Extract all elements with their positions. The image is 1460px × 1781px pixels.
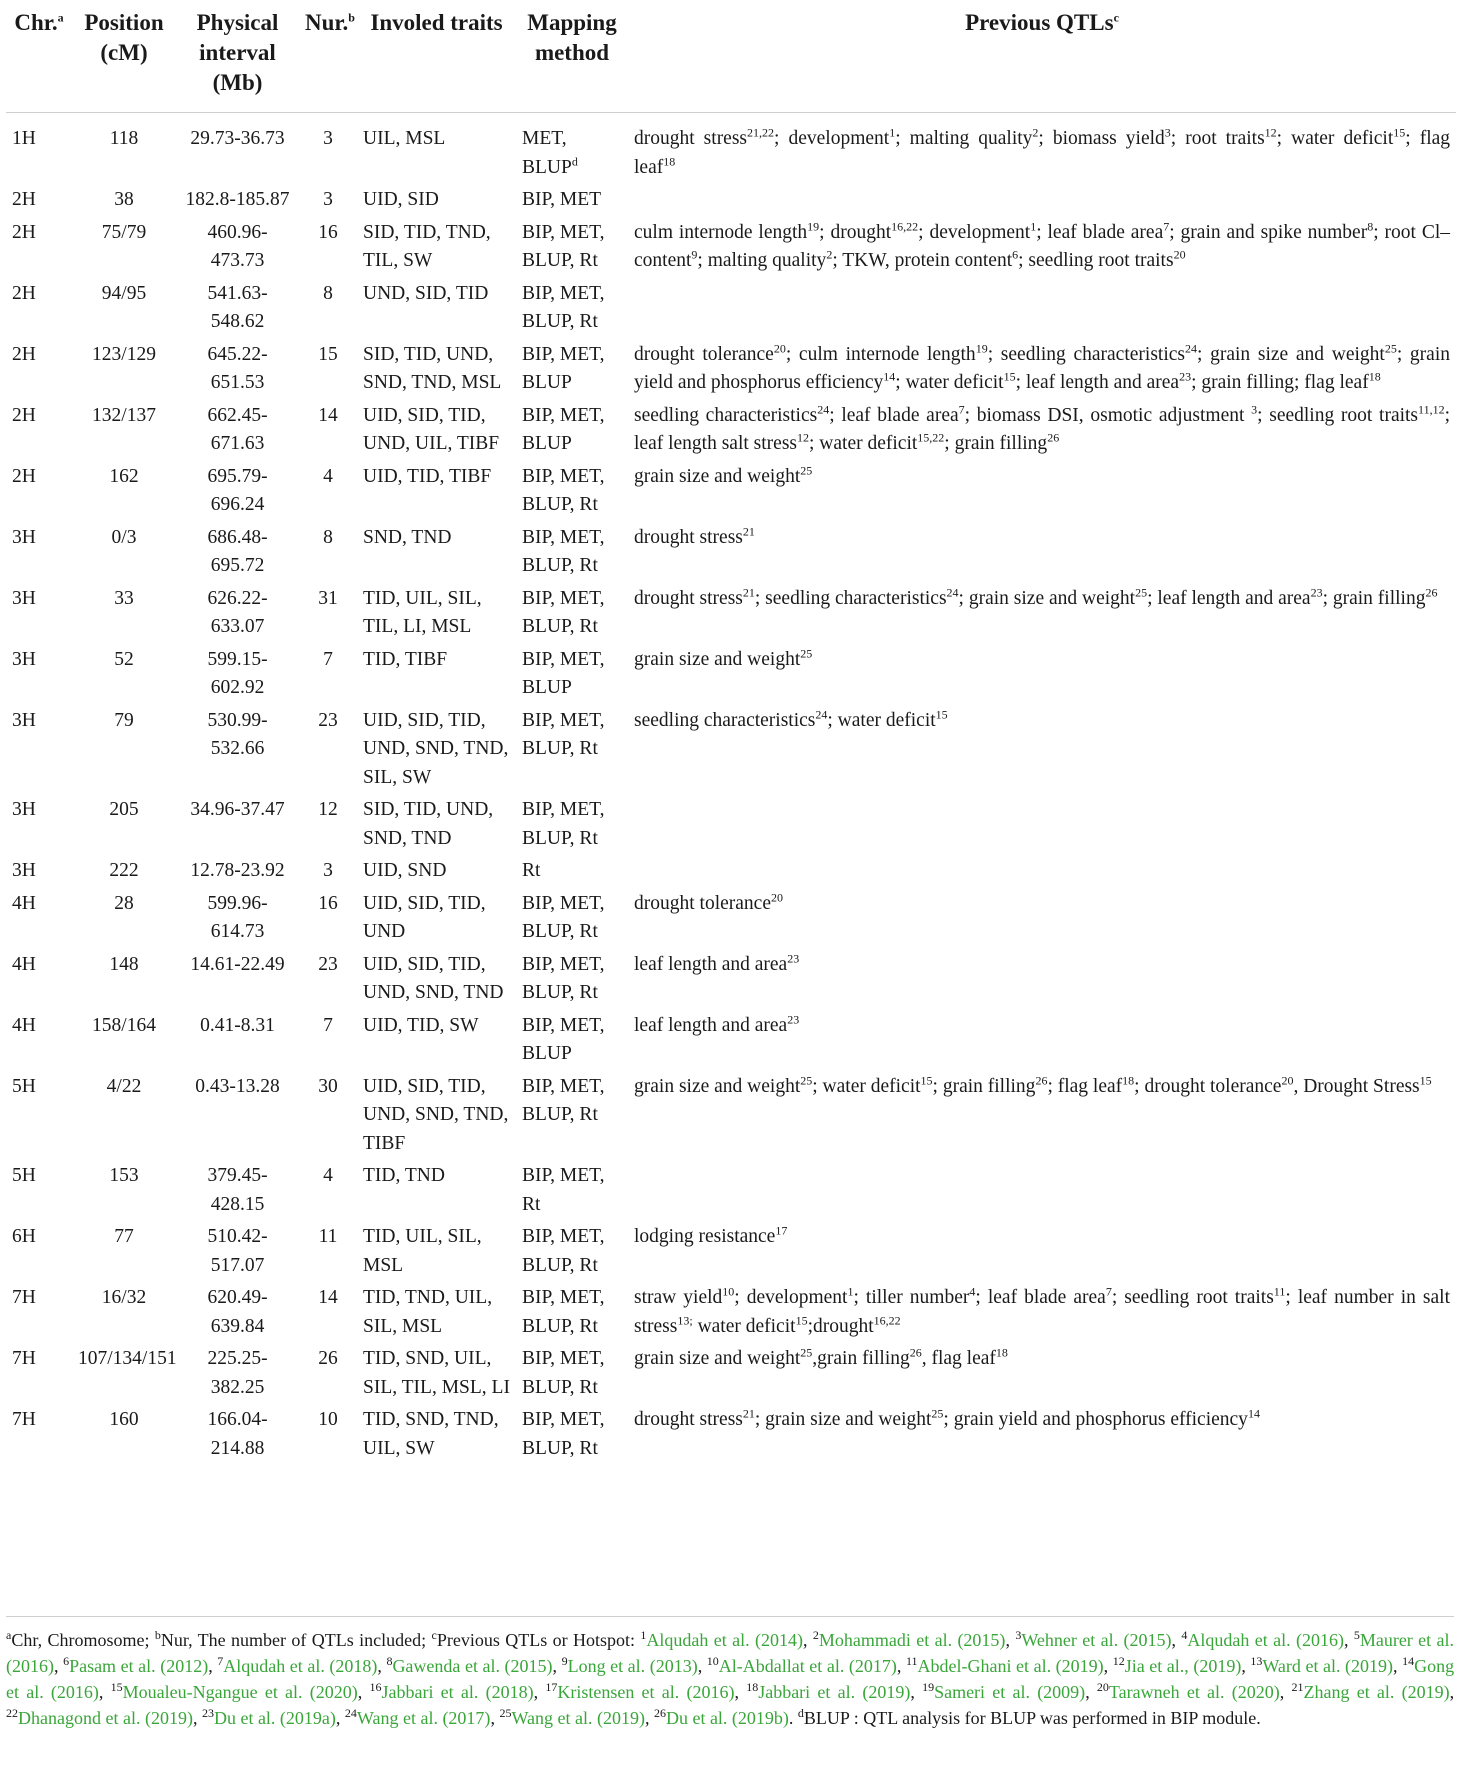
cell-physical-interval: 695.79-696.24 [207, 465, 268, 515]
table-row [6, 1282, 1456, 1343]
footnote-marker: 12 [1112, 1654, 1125, 1668]
cell-chr: 4H [12, 1014, 36, 1036]
cell-traits: UID, SND [363, 860, 447, 881]
cell-physical-interval: 166.04-214.88 [207, 1409, 268, 1459]
cell-nur: 16 [318, 221, 338, 243]
footnote-text: Chr, Chromosome; [11, 1630, 155, 1650]
footnote-marker: 20 [1096, 1680, 1109, 1694]
cell-chr: 7H [12, 1409, 36, 1430]
header-nur: Nur.$^b$ [299, 0, 357, 113]
cell-chr: 2H [12, 343, 36, 365]
footnote-text: BLUP : QTL analysis for BLUP was performed in BIP module. [803, 1708, 1261, 1728]
cell-previous-qtls: grain size and weight$^{25}$ [634, 646, 813, 670]
cell-previous-qtls: leaf length and area$^{23}$ [634, 1012, 800, 1036]
cell-mapping-method: BIP, MET, BLUP, Rt [522, 526, 605, 576]
cell-previous-qtls: drought tolerance$^{20}$ [634, 890, 783, 914]
footnote-marker: 15 [110, 1680, 123, 1694]
citation-link[interactable]: Maurer et al. (2016) [6, 1630, 1455, 1676]
table-row [6, 522, 1456, 583]
footnote-marker: 13 [1250, 1654, 1263, 1668]
cell-position: 28 [114, 892, 134, 914]
table-row [6, 113, 1456, 185]
table-row [6, 1343, 1456, 1404]
cell-traits: TID, SND, TND, UIL, SW [363, 1409, 499, 1459]
cell-nur: 7 [323, 648, 333, 670]
cell-previous-qtls: drought stress$^{21,22}$; development$^1$; malting quality$^2$; biomass yield$^3$; root traits$^{12}$; water deficit$^{15}$; flag leaf$^{18}$ [634, 125, 1451, 178]
cell-physical-interval: 14.61-22.49 [190, 953, 285, 975]
footnote-marker: 7 [217, 1654, 224, 1668]
cell-physical-interval: 686.48-695.72 [207, 526, 268, 576]
footnote-marker: 4 [1181, 1628, 1188, 1642]
qtl-table [6, 0, 1456, 1465]
table-row [6, 705, 1456, 795]
footnote-marker: 10 [706, 1654, 719, 1668]
cell-position: 16/32 [101, 1287, 147, 1308]
footnote-text: , [1393, 1656, 1403, 1676]
table-row [6, 1160, 1456, 1221]
cell-nur: 11 [318, 1226, 338, 1247]
footnote-text: , [1449, 1682, 1455, 1702]
cell-traits: SND, TND [363, 526, 452, 548]
cell-mapping-method: MET, BLUP$^d$ [522, 128, 578, 178]
footnote-text: , [1005, 1630, 1016, 1650]
table-row [6, 888, 1456, 949]
citation-link[interactable]: Zhang et al. (2019) [1303, 1682, 1450, 1702]
cell-chr: 2H [12, 404, 36, 426]
footnote-marker: 26 [653, 1706, 666, 1720]
footnote-text: Nur, The number of QTLs included; [160, 1630, 432, 1650]
footnote-text: , [1343, 1630, 1354, 1650]
cell-mapping-method: BIP, MET, BLUP, Rt [522, 1226, 605, 1276]
table-row [6, 794, 1456, 855]
table-body [6, 113, 1456, 1466]
footnote-marker: 1 [640, 1628, 647, 1642]
footnote-text: , [697, 1656, 707, 1676]
citation-link[interactable]: Wang et al. (2019) [511, 1708, 645, 1728]
cell-traits: UID, SID, TID, UND [363, 892, 486, 942]
cell-nur: 15 [318, 343, 338, 365]
cell-physical-interval: 0.41-8.31 [200, 1014, 275, 1036]
cell-previous-qtls: lodging resistance$^{17}$ [634, 1223, 788, 1247]
footnote-text: Previous QTLs or Hotspot: [436, 1630, 641, 1650]
footnote-marker: 6 [63, 1654, 70, 1668]
cell-position: 77 [114, 1226, 134, 1247]
cell-nur: 14 [318, 404, 338, 426]
cell-nur: 16 [318, 892, 338, 914]
cell-position: 33 [114, 587, 134, 609]
cell-mapping-method: BIP, MET, BLUP [522, 648, 605, 698]
cell-position: 222 [109, 860, 139, 881]
cell-nur: 12 [318, 799, 338, 820]
cell-previous-qtls: culm internode length$^{19}$; drought$^{16,22}$; development$^1$; leaf blade area$^7$; grain and spike number$^8$; root Cl– content$^9$; malting quality$^2$; TKW, protein content$^6$; seedling root traits$^{20}$ [634, 219, 1451, 271]
cell-nur: 31 [318, 587, 338, 609]
cell-position: 162 [109, 465, 139, 487]
table-row [6, 1221, 1456, 1282]
cell-traits: UID, SID, TID, UND, SND, TND, SIL, SW [363, 709, 509, 788]
footnote-text: , [357, 1682, 370, 1702]
cell-traits: UID, SID, TID, UND, UIL, TIBF [363, 404, 500, 454]
cell-chr: 1H [12, 128, 36, 149]
cell-previous-qtls: drought stress$^{21}$ [634, 524, 755, 548]
footnote-marker: 16 [369, 1680, 382, 1694]
cell-physical-interval: 645.22-651.53 [207, 343, 268, 393]
header-mapping-method: Mapping method [516, 0, 628, 113]
footnote-marker: c [431, 1628, 437, 1642]
citation-link[interactable]: Alqudah et al. (2014) [646, 1630, 803, 1650]
footnote-text: , [533, 1682, 546, 1702]
cell-chr: 2H [12, 465, 36, 487]
citation-link[interactable]: Abdel-Ghani et al. (2019) [917, 1656, 1104, 1676]
cell-physical-interval: 599.15-602.92 [207, 648, 268, 698]
cell-chr: 3H [12, 526, 36, 548]
cell-mapping-method: BIP, MET, BLUP, Rt [522, 1075, 605, 1125]
cell-traits: TID, UIL, SIL, MSL [363, 1226, 482, 1276]
cell-position: 38 [114, 189, 134, 210]
citation-link[interactable]: Pasam et al. (2012) [69, 1656, 209, 1676]
cell-nur: 7 [323, 1014, 333, 1036]
cell-previous-qtls [628, 1160, 1456, 1221]
cell-traits: TID, TND, UIL, SIL, MSL [363, 1287, 493, 1337]
citation-link[interactable]: Wehner et al. (2015) [1021, 1630, 1172, 1650]
table-row [6, 949, 1456, 1010]
footnote-marker: a [6, 1628, 12, 1642]
cell-mapping-method: BIP, MET, BLUP, Rt [522, 892, 605, 942]
cell-physical-interval: 662.45-671.63 [207, 404, 268, 454]
cell-position: 205 [109, 799, 139, 820]
cell-position: 132/137 [92, 404, 156, 426]
cell-previous-qtls: grain size and weight$^{25}$; water deficit$^{15}$; grain filling$^{26}$; flag leaf$^{18}$; drought tolerance$^{20}$, Drought Stress$^{15}$ [634, 1073, 1432, 1097]
cell-nur: 10 [318, 1409, 338, 1430]
footnote-marker: 22 [6, 1706, 18, 1720]
cell-nur: 23 [318, 953, 338, 975]
cell-position: 118 [109, 128, 139, 149]
cell-mapping-method: BIP, MET, Rt [522, 1165, 605, 1215]
cell-traits: UID, SID, TID, UND, SND, TND, TIBF [363, 1075, 509, 1154]
table-row [6, 339, 1456, 400]
footnote-marker: 11 [905, 1654, 918, 1668]
cell-position: 107/134/151 [78, 1348, 177, 1369]
cell-physical-interval: 626.22-633.07 [207, 587, 268, 637]
footnote-text: , [1085, 1682, 1097, 1702]
cell-traits: TID, SND, UIL, SIL, TIL, MSL, LI [363, 1348, 510, 1398]
cell-physical-interval: 620.49-639.84 [207, 1287, 268, 1337]
cell-previous-qtls: drought stress$^{21}$; seedling characteristics$^{24}$; grain size and weight$^{25}$; leaf length and area$^{23}$; grain filling$^{26}$ [634, 585, 1438, 609]
cell-nur: 8 [323, 526, 333, 548]
cell-mapping-method: BIP, MET, BLUP, Rt [522, 465, 605, 515]
citation-link[interactable]: Jabbari et al. (2019) [758, 1682, 911, 1702]
cell-mapping-method: BIP, MET, BLUP, Rt [522, 587, 605, 637]
header-physical-interval: Physical interval (Mb) [176, 0, 299, 113]
cell-physical-interval: 379.45-428.15 [207, 1165, 268, 1215]
citation-link[interactable]: Dhanagond et al. (2019) [18, 1708, 193, 1728]
cell-previous-qtls: seedling characteristics$^{24}$; water deficit$^{15}$ [634, 707, 948, 731]
footnote-marker: 3 [1015, 1628, 1022, 1642]
cell-position: 75/79 [101, 221, 147, 243]
citation-link[interactable]: Mohammadi et al. (2015) [818, 1630, 1006, 1650]
footnote-marker: 19 [922, 1680, 935, 1694]
footnote-text: , [734, 1682, 747, 1702]
cell-chr: 6H [12, 1226, 36, 1247]
footnote-marker: d [797, 1706, 804, 1720]
cell-mapping-method: BIP, MET [522, 189, 602, 210]
footnote-text: , [1279, 1682, 1292, 1702]
cell-previous-qtls: grain size and weight$^{25}$,grain filling$^{26}$, flag leaf$^{18}$ [634, 1345, 1008, 1369]
cell-physical-interval: 225.25-382.25 [207, 1348, 268, 1398]
footnote-marker: 9 [561, 1654, 568, 1668]
cell-chr: 3H [12, 709, 36, 731]
cell-chr: 7H [12, 1287, 36, 1308]
table-row [6, 1071, 1456, 1161]
cell-chr: 2H [12, 189, 36, 210]
cell-previous-qtls: grain size and weight$^{25}$ [634, 463, 813, 487]
footnote-marker: 8 [386, 1654, 393, 1668]
footnote-text: , [335, 1708, 345, 1728]
footnote-text: , [490, 1708, 500, 1728]
citation-link[interactable]: Wang et al. (2017) [356, 1708, 491, 1728]
cell-traits: TID, UIL, SIL, TIL, LI, MSL [363, 587, 482, 637]
table-row [6, 400, 1456, 461]
footnote-text: , [1241, 1656, 1251, 1676]
citation-link[interactable]: Alqudah et al. (2016) [1187, 1630, 1344, 1650]
cell-nur: 4 [323, 465, 333, 487]
cell-position: 79 [114, 709, 134, 731]
cell-traits: SID, TID, UND, SND, TND [363, 799, 494, 849]
cell-chr: 7H [12, 1348, 36, 1369]
header-previous-qtls: Previous QTLs$^c$ [628, 0, 1456, 113]
citation-link[interactable]: Du et al. (2019b) [665, 1708, 789, 1728]
cell-nur: 3 [323, 860, 333, 881]
table-row [6, 583, 1456, 644]
table-footnote [6, 1616, 1454, 1731]
header-traits: Involed traits [357, 0, 516, 113]
cell-nur: 8 [323, 282, 333, 304]
cell-mapping-method: BIP, MET, BLUP [522, 404, 605, 454]
cell-physical-interval: 34.96-37.47 [190, 799, 285, 820]
cell-traits: TID, TND [363, 1165, 445, 1186]
cell-traits: UID, SID, TID, UND, SND, TND [363, 953, 504, 1003]
cell-traits: TID, TIBF [363, 648, 448, 670]
footnote-marker: 24 [344, 1706, 357, 1720]
citation-link[interactable]: Long et al. (2013) [567, 1656, 698, 1676]
cell-position: 123/129 [92, 343, 156, 365]
cell-mapping-method: BIP, MET, BLUP, Rt [522, 709, 605, 759]
citation-link[interactable]: Al-Abdallat et al. (2017) [718, 1656, 897, 1676]
cell-previous-qtls [628, 278, 1456, 339]
footnote-text: , [208, 1656, 218, 1676]
footnote-marker: 21 [1291, 1680, 1304, 1694]
cell-physical-interval: 530.99-532.66 [207, 709, 268, 759]
table-header-row [6, 0, 1456, 113]
cell-traits: UID, TID, SW [363, 1014, 479, 1036]
footnote-text: , [1171, 1630, 1182, 1650]
footnote-text: , [802, 1630, 813, 1650]
cell-mapping-method: Rt [522, 860, 541, 881]
cell-mapping-method: BIP, MET, BLUP, Rt [522, 221, 605, 271]
cell-previous-qtls [628, 794, 1456, 855]
footnote-marker: 14 [1402, 1654, 1415, 1668]
cell-physical-interval: 0.43-13.28 [195, 1075, 280, 1097]
cell-mapping-method: BIP, MET, BLUP, Rt [522, 282, 605, 332]
cell-previous-qtls: drought stress$^{21}$; grain size and weight$^{25}$; grain yield and phosphorus efficiency$^{14}$ [634, 1406, 1260, 1430]
cell-chr: 2H [12, 221, 36, 243]
cell-chr: 3H [12, 587, 36, 609]
footnote-marker: 5 [1353, 1628, 1360, 1642]
table-row [6, 855, 1456, 888]
table-row [6, 217, 1456, 278]
footnote-text: , [552, 1656, 562, 1676]
cell-nur: 30 [318, 1075, 338, 1097]
cell-physical-interval: 460.96-473.73 [207, 221, 268, 271]
cell-physical-interval: 12.78-23.92 [190, 860, 285, 881]
header-position: Position (cM) [72, 0, 176, 113]
cell-nur: 4 [323, 1165, 333, 1186]
footnote-text: , [54, 1656, 64, 1676]
footnote-marker: 17 [545, 1680, 558, 1694]
cell-chr: 2H [12, 282, 36, 304]
table-row [6, 1010, 1456, 1071]
cell-nur: 3 [323, 189, 333, 210]
cell-physical-interval: 182.8-185.87 [185, 189, 290, 210]
cell-nur: 26 [318, 1348, 338, 1369]
cell-position: 148 [109, 953, 139, 975]
cell-position: 158/164 [92, 1014, 156, 1036]
cell-physical-interval: 599.96-614.73 [207, 892, 268, 942]
citation-link[interactable]: Alqudah et al. (2018) [223, 1656, 378, 1676]
citation-link[interactable]: Kristensen et al. (2016) [557, 1682, 735, 1702]
table-row [6, 1404, 1456, 1465]
cell-position: 4/22 [106, 1075, 142, 1097]
cell-previous-qtls: seedling characteristics$^{24}$; leaf blade area$^7$; biomass DSI, osmotic adjustment $^3$; seedling root traits$^{11,12}$; leaf length salt stress$^{12}$; water deficit$^{15,22}$; grain filling$^{26}$ [634, 402, 1451, 454]
cell-chr: 3H [12, 799, 36, 820]
cell-mapping-method: BIP, MET, BLUP, Rt [522, 953, 605, 1003]
cell-chr: 3H [12, 648, 36, 670]
table-row [6, 184, 1456, 217]
cell-previous-qtls: straw yield$^{10}$; development$^1$; tiller number$^4$; leaf blade area$^7$; seedling root traits$^{11}$; leaf number in salt stress$^{13;}$ water deficit$^{15}$;drought$^{16,22}$ [634, 1284, 1450, 1337]
footnote-text: , [910, 1682, 923, 1702]
citation-link[interactable]: Jia et al., (2019) [1124, 1656, 1242, 1676]
footnote-text: , [644, 1708, 654, 1728]
cell-traits: UID, SID [363, 189, 439, 210]
footnote-marker: 18 [746, 1680, 759, 1694]
citation-link[interactable]: Gong et al. (2016) [6, 1656, 1455, 1702]
cell-physical-interval: 510.42-517.07 [207, 1226, 268, 1276]
cell-traits: UND, SID, TID [363, 282, 489, 304]
footnote-text: , [98, 1682, 111, 1702]
cell-physical-interval: 541.63-548.62 [207, 282, 268, 332]
cell-chr: 4H [12, 892, 36, 914]
footnote-marker: 2 [812, 1628, 819, 1642]
cell-previous-qtls [628, 184, 1456, 217]
cell-chr: 5H [12, 1165, 36, 1186]
citation-link[interactable]: Sameri et al. (2009) [934, 1682, 1086, 1702]
footnote-text: , [1103, 1656, 1113, 1676]
cell-mapping-method: BIP, MET, BLUP [522, 343, 605, 393]
footnote-text: , [896, 1656, 906, 1676]
cell-traits: SID, TID, TND, TIL, SW [363, 221, 491, 271]
cell-physical-interval: 29.73-36.73 [190, 128, 285, 149]
cell-nur: 3 [323, 128, 333, 149]
cell-previous-qtls: drought tolerance$^{20}$; culm internode length$^{19}$; seedling characteristics$^{24}$; grain size and weight$^{25}$; grain yield and phosphorus efficiency$^{14}$; water deficit$^{15}$; leaf length and area$^{23}$; grain filling; flag leaf$^{18}$ [634, 341, 1450, 393]
cell-chr: 4H [12, 953, 36, 975]
cell-position: 52 [114, 648, 134, 670]
cell-nur: 14 [318, 1287, 338, 1308]
header-chr: Chr.$^a$ [6, 0, 72, 113]
citation-link[interactable]: Jabbari et al. (2018) [381, 1682, 534, 1702]
citation-link[interactable]: Du et al. (2019a) [213, 1708, 336, 1728]
footnote-marker: b [154, 1628, 161, 1642]
cell-traits: UID, TID, TIBF [363, 465, 492, 487]
cell-position: 160 [109, 1409, 139, 1430]
citation-link[interactable]: Tarawneh et al. (2020) [1108, 1682, 1280, 1702]
table-row [6, 278, 1456, 339]
cell-position: 0/3 [111, 526, 137, 548]
cell-mapping-method: BIP, MET, BLUP, Rt [522, 1409, 605, 1459]
footnote-marker: 23 [201, 1706, 214, 1720]
cell-traits: UIL, MSL [363, 128, 446, 149]
cell-mapping-method: BIP, MET, BLUP, Rt [522, 799, 605, 849]
cell-chr: 5H [12, 1075, 36, 1097]
cell-mapping-method: BIP, MET, BLUP, Rt [522, 1287, 605, 1337]
citation-link[interactable]: Ward et al. (2019) [1262, 1656, 1394, 1676]
cell-position: 153 [109, 1165, 139, 1186]
footnote-text: . [788, 1708, 798, 1728]
cell-traits: SID, TID, UND, SND, TND, MSL [363, 343, 502, 393]
footnote-text: , [192, 1708, 202, 1728]
cell-nur: 23 [318, 709, 338, 731]
cell-chr: 3H [12, 860, 36, 881]
citation-link[interactable]: Moualeu-Ngangue et al. (2020) [122, 1682, 358, 1702]
cell-mapping-method: BIP, MET, BLUP, Rt [522, 1348, 605, 1398]
footnote-text: , [377, 1656, 387, 1676]
cell-mapping-method: BIP, MET, BLUP [522, 1014, 605, 1064]
footnote-marker: 25 [499, 1706, 512, 1720]
citation-link[interactable]: Gawenda et al. (2015) [392, 1656, 553, 1676]
table-row [6, 644, 1456, 705]
table-row [6, 461, 1456, 522]
cell-previous-qtls [628, 855, 1456, 888]
cell-position: 94/95 [101, 282, 147, 304]
cell-previous-qtls: leaf length and area$^{23}$ [634, 951, 800, 975]
